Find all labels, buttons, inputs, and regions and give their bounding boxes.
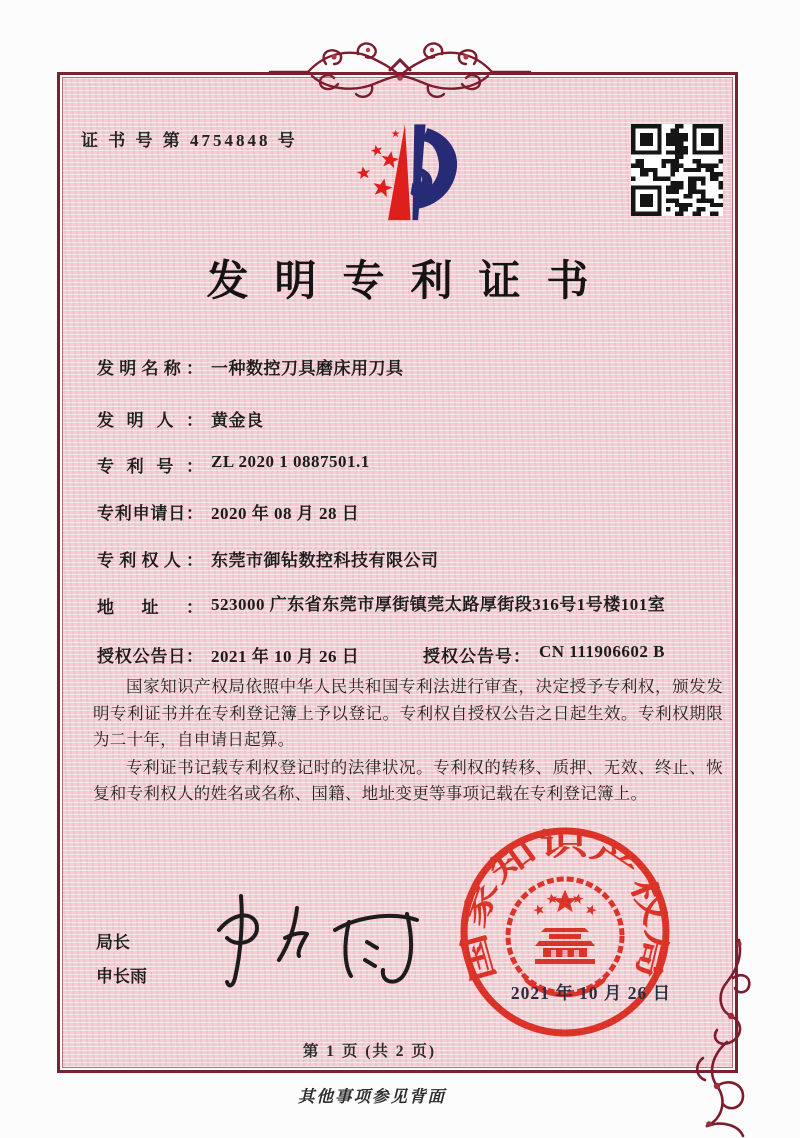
cnipa-logo-icon <box>343 112 465 240</box>
field-row-inventor <box>97 406 729 431</box>
field-label: 发明人： <box>97 411 203 430</box>
field-value: 东莞市御钻数控科技有限公司 <box>211 551 439 570</box>
field-value: CN 111906602 B <box>539 642 666 661</box>
field-value: 2020 年 08 月 28 日 <box>211 504 360 523</box>
field-row-invention-name <box>97 354 729 379</box>
field-value: 一种数控刀具磨床用刀具 <box>211 359 404 378</box>
qr-code <box>631 124 723 216</box>
field-row-grant <box>97 642 729 667</box>
border-flourish-bottom-right-icon <box>683 938 795 1138</box>
field-label: 专利申请日： <box>97 504 203 523</box>
field-row-address <box>97 593 729 618</box>
legal-text <box>93 674 723 809</box>
certificate-title: 发明专利证书 <box>206 259 615 305</box>
field-value: ZL 2020 1 0887501.1 <box>211 452 370 471</box>
field-row-patent-number <box>97 452 729 477</box>
field-row-patentee <box>97 546 729 571</box>
certificate-frame <box>57 72 738 1073</box>
handwritten-signature-icon <box>201 886 436 996</box>
border-ornament-top-icon <box>268 28 532 108</box>
page-number: 第 1 页 (共 2 页) <box>302 1043 437 1060</box>
field-value: 黄金良 <box>211 411 264 430</box>
commissioner-name: 申长雨 <box>96 967 147 986</box>
commissioner-title: 局长 <box>96 933 130 952</box>
legal-paragraph-2: 专利证书记载专利权登记时的法律状况。专利权的转移、质押、无效、终止、恢复和专利权人的姓名或名称、国籍、地址变更等事项记载在专利登记簿上。 <box>93 757 723 803</box>
field-label: 专利权人： <box>97 551 203 570</box>
field-value: 523000 广东省东莞市厚街镇莞太路厚街段316号1号楼101室 <box>211 595 666 614</box>
legal-paragraph-1: 国家知识产权局依照中华人民共和国专利法进行审查，决定授予专利权，颁发发明专利证书并在专利登记簿上予以登记。专利权自授权公告之日起生效。专利权期限为二十年，自申请日起算。 <box>93 677 723 749</box>
field-label: 授权公告日： <box>97 647 203 666</box>
certificate-body <box>62 77 733 1068</box>
field-label: 专利号： <box>97 457 203 476</box>
seal-text: 国家知识产权局 <box>456 826 675 986</box>
grant-date-stamp: 2021 年 10 月 26 日 <box>510 983 672 1003</box>
field-label: 授权公告号： <box>423 647 531 666</box>
field-value: 2021 年 10 月 26 日 <box>211 647 360 666</box>
certificate-number: 证 书 号 第 4754848 号 <box>81 131 298 150</box>
field-row-filing-date <box>97 499 729 524</box>
field-label: 发明名称： <box>97 359 203 378</box>
cnipa-official-seal <box>451 818 679 1046</box>
see-back-note: 其他事项参见背面 <box>298 1087 446 1106</box>
field-label: 地址： <box>97 598 203 617</box>
